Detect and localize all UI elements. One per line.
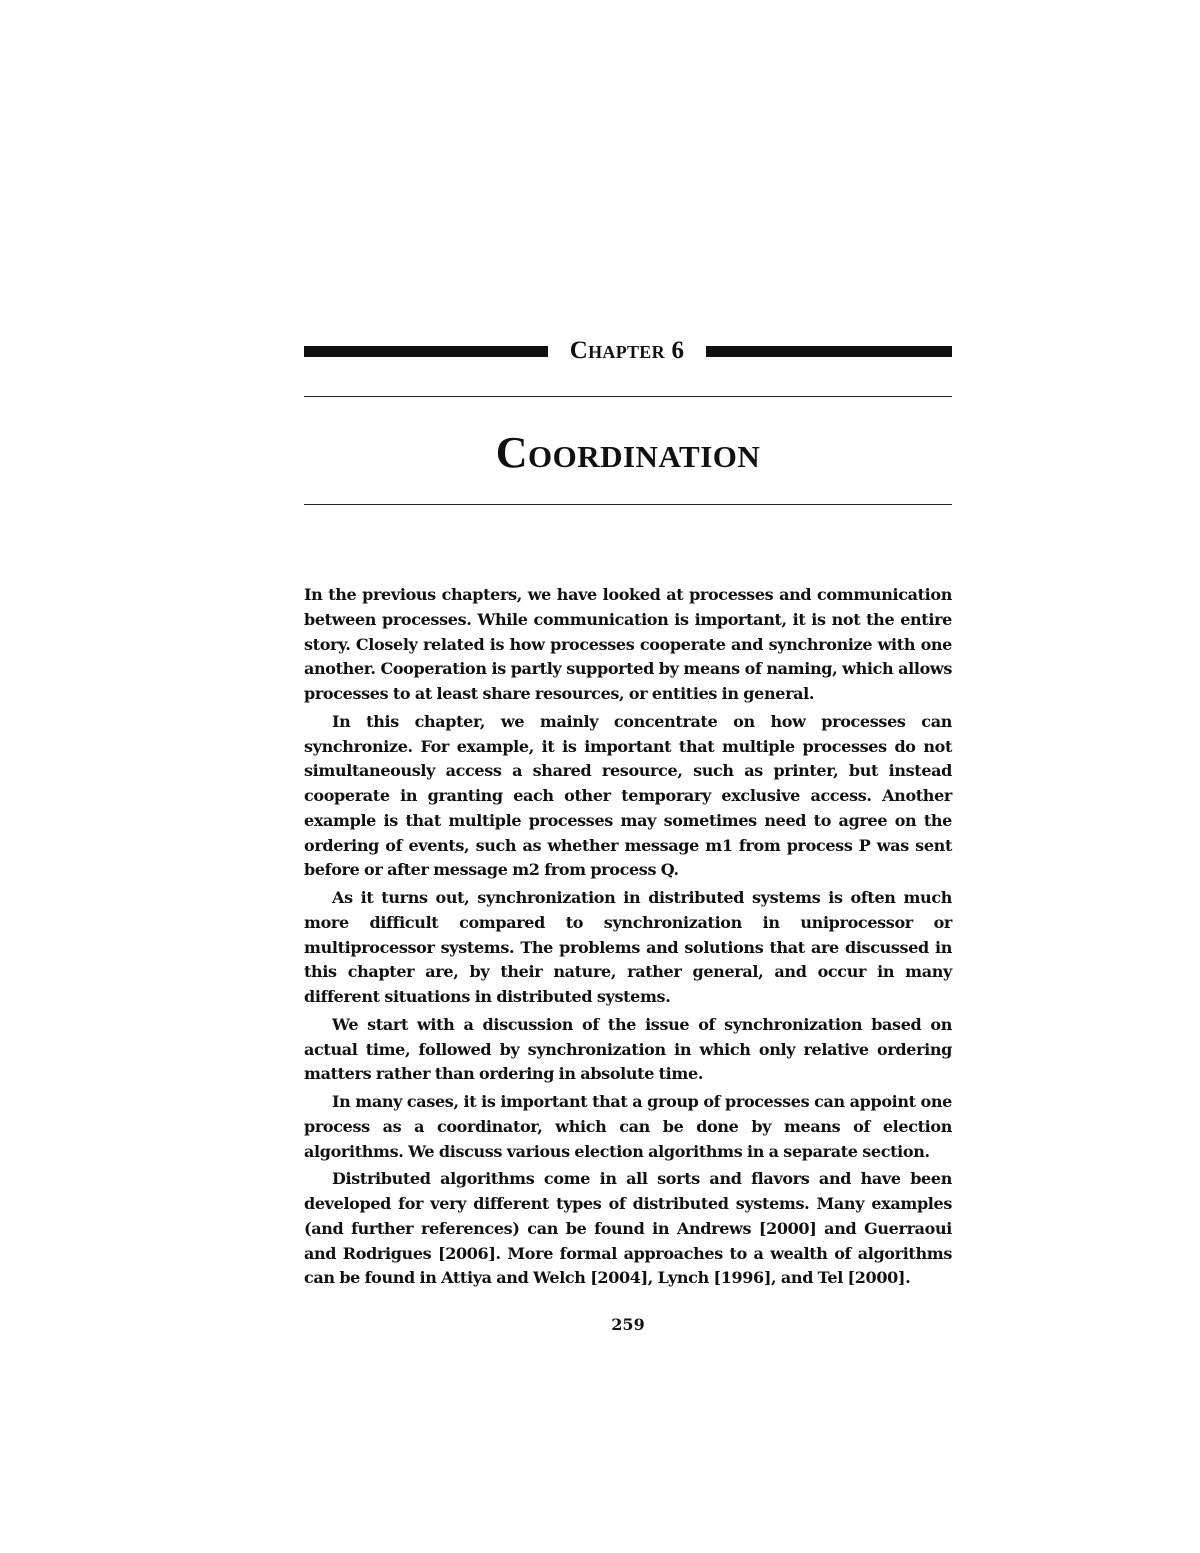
paragraph-4: We start with a discussion of the issue of synchronization based on actual time, followed by synchronization in which only relative ordering matters rather than ordering in absolute time.	[304, 1014, 952, 1084]
chapter-header	[304, 338, 952, 364]
chapter-header-right-bar	[706, 346, 952, 357]
page-number: 259	[611, 1315, 645, 1334]
chapter-body	[304, 583, 952, 1294]
chapter-title: Coordination	[495, 428, 761, 477]
paragraph-5: In many cases, it is important that a group of processes can appoint one process as a coordinator, which can be done by means of election algorithms. We discuss various election algorithms in a separate section.	[304, 1092, 952, 1161]
paragraph-6: Distributed algorithms come in all sorts and flavors and have been developed for very different types of distributed systems. Many examples (and further references) can be found in Andrews [2000] and Guerraoui and Rodrigues [2006]. More formal approaches to a wealth of algorithms can be found in Attiya and Welch [2004], Lynch [1996], and Tel [2000].	[304, 1169, 952, 1288]
chapter-header-left-bar	[304, 346, 548, 357]
chapter-label: Chapter 6	[569, 337, 685, 364]
title-rule-bottom	[304, 504, 952, 505]
paragraph-2: In this chapter, we mainly concentrate on how processes can synchronize. For example, it is important that multiple processes do not simultaneously access a shared resource, such as printer, but instead cooperate in granting each other temporary exclusive access. Another example is that multiple processes may sometimes need to agree on the ordering of events, such as whether message m1 from process P was sent before or after message m2 from process Q.	[304, 711, 952, 880]
title-rule-top	[304, 396, 952, 397]
paragraph-1: In the previous chapters, we have looked at processes and communication between processes. While communication is important, it is not the entire story. Closely related is how processes cooperate and synchronize with one another. Cooperation is partly supported by means of naming, which allows processes to at least share resources, or entities in general.	[304, 585, 952, 703]
paragraph-3: As it turns out, synchronization in distributed systems is often much more difficult compared to synchronization in uniprocessor or multiprocessor systems. The problems and solutions that are discussed in this chapter are, by their nature, rather general, and occur in many different situations in distributed systems.	[304, 888, 952, 1006]
